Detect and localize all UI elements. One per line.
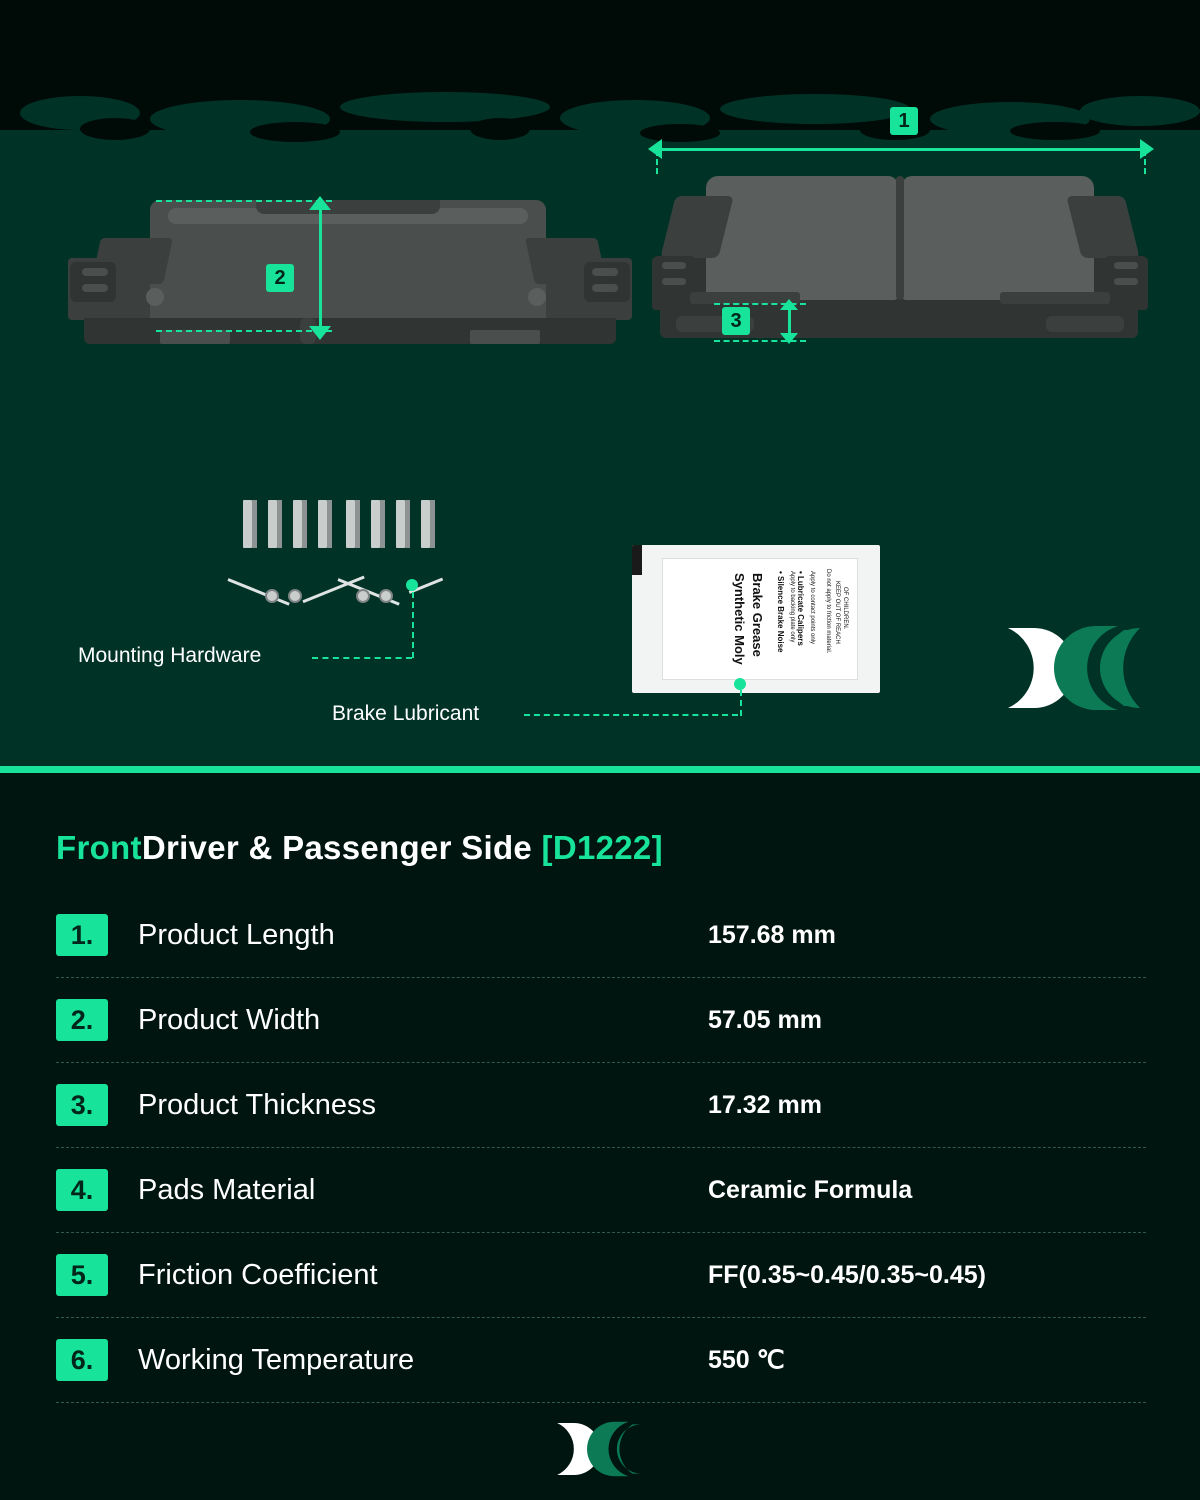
bolt-icon [379, 589, 393, 603]
row-number: 1. [56, 914, 108, 956]
table-row [56, 893, 1146, 978]
packet-bullet-2: Apply to backing plate only [789, 571, 795, 643]
bg-blotch [1080, 96, 1200, 126]
page-title [56, 829, 663, 867]
specification-panel [0, 773, 1200, 1500]
badge-1: 1 [890, 107, 918, 135]
row-label: Product Thickness [138, 1088, 377, 1121]
packet-bullet-3: • Lubricate Calipers [796, 571, 805, 646]
packet-warning-1: Do not apply to friction material. [825, 569, 831, 654]
callout-dot-lubricant [734, 678, 746, 690]
bg-blotch-dark [80, 118, 150, 140]
table-row [56, 1063, 1146, 1148]
row-label: Friction Coefficient [138, 1258, 378, 1291]
bg-blotch [340, 92, 550, 122]
row-value: 57.05 mm [708, 1005, 822, 1034]
callout-dot-mounting [406, 579, 418, 591]
row-value: 550 ℃ [708, 1346, 785, 1374]
table-row [56, 1148, 1146, 1233]
bg-blotch-dark [250, 122, 340, 142]
bg-blotch-dark [1010, 122, 1100, 140]
title-accent: Front [56, 829, 142, 866]
title-code: [D1222] [541, 829, 663, 866]
packet-notch [632, 545, 642, 575]
brake-lubricant-packet [632, 545, 880, 693]
brand-logo [1000, 622, 1148, 719]
spec-table [56, 893, 1146, 1403]
row-number: 4. [56, 1169, 108, 1211]
callout-line-mounting [312, 657, 412, 659]
section-divider [0, 766, 1200, 773]
label-brake-lubricant: Brake Lubricant [332, 702, 480, 725]
row-value: FF(0.35~0.45/0.35~0.45) [708, 1260, 986, 1289]
packet-bullet-4: Apply to contact points only [809, 571, 815, 645]
row-number: 3. [56, 1084, 108, 1126]
row-label: Pads Material [138, 1173, 316, 1206]
row-number: 2. [56, 999, 108, 1041]
table-row [56, 978, 1146, 1063]
bolt-icon [356, 589, 370, 603]
callout-line-mounting-v [412, 592, 414, 658]
packet-title-2: Brake Grease [750, 573, 765, 657]
row-number: 5. [56, 1254, 108, 1296]
packet-label [662, 558, 858, 680]
table-row [56, 1318, 1146, 1403]
bg-blotch-dark [470, 118, 530, 140]
callout-line-lubricant [524, 714, 738, 716]
title-rest: Driver & Passenger Side [141, 829, 542, 866]
label-mounting-hardware: Mounting Hardware [78, 644, 262, 667]
footer-brand-logo [0, 1418, 1200, 1480]
bolt-icon [265, 589, 279, 603]
callout-line-lubricant-v [740, 690, 742, 716]
row-label: Product Width [138, 1003, 321, 1036]
bolt-icon [288, 589, 302, 603]
row-label: Working Temperature [138, 1343, 415, 1376]
row-value: 17.32 mm [708, 1090, 822, 1119]
row-number: 6. [56, 1339, 108, 1381]
packet-warning-2: KEEP OUT OF REACH [834, 581, 840, 644]
badge-2: 2 [266, 264, 294, 292]
packet-title-1: Synthetic Moly [732, 573, 747, 665]
row-label: Product Length [138, 918, 335, 951]
packet-bullet-1: • Silence Brake Noise [776, 571, 785, 653]
packet-warning-3: OF CHILDREN. [842, 587, 848, 630]
badge-3: 3 [722, 307, 750, 335]
row-value: Ceramic Formula [708, 1175, 913, 1204]
table-row [56, 1233, 1146, 1318]
bg-blotch [720, 94, 910, 124]
row-value: 157.68 mm [708, 920, 836, 949]
